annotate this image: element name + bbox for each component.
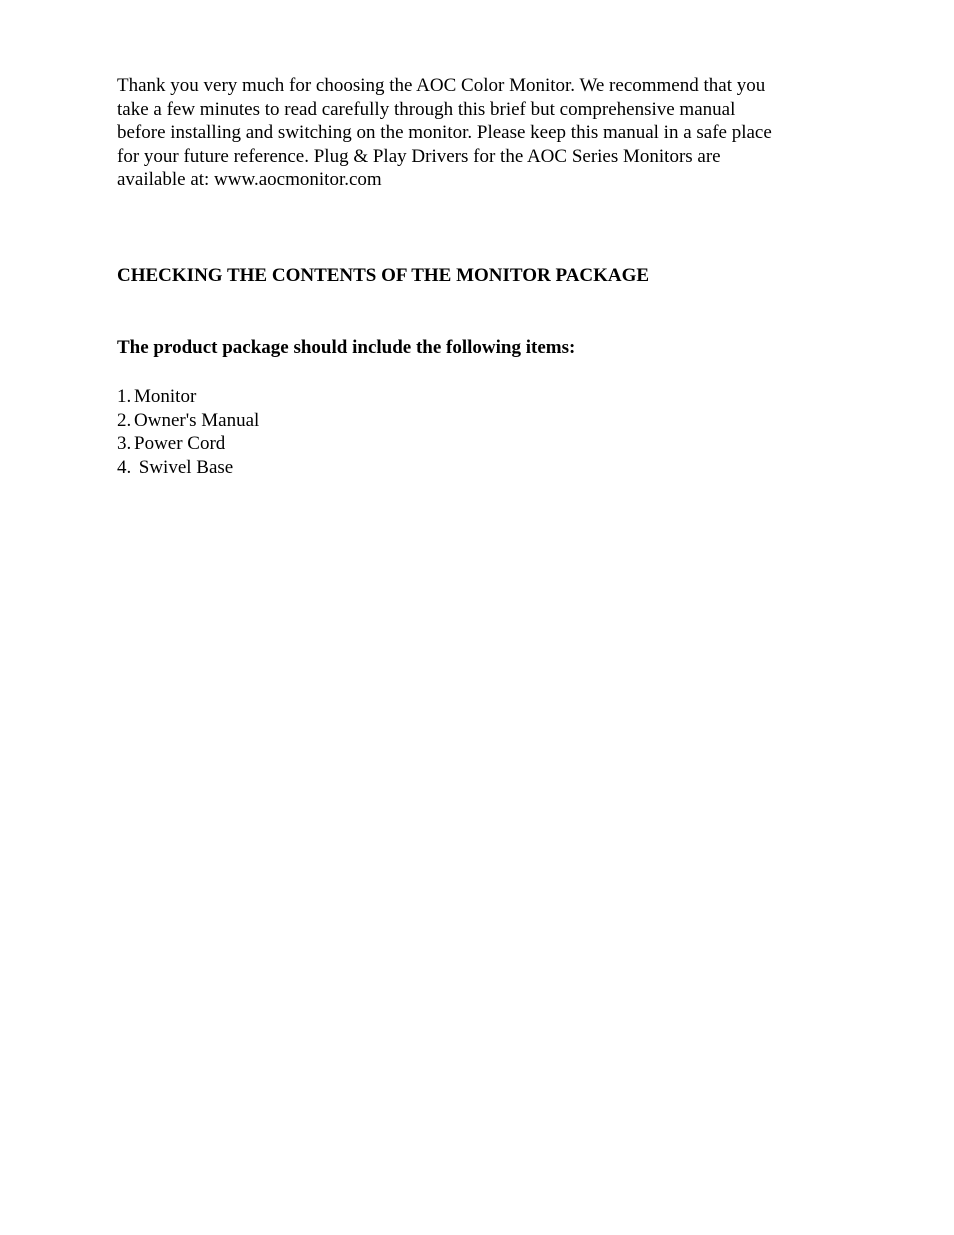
item-number: 2.: [117, 409, 132, 431]
intro-paragraph: [117, 74, 847, 192]
package-items-list: [117, 385, 259, 479]
list-item: [117, 385, 259, 409]
item-number: 3.: [117, 433, 132, 455]
list-item: [117, 409, 259, 433]
intro-line: take a few minutes to read carefully through this brief but comprehensive manual: [117, 98, 736, 120]
item-label: Owner's Manual: [134, 409, 260, 431]
package-subheading: The product package should include the following items:: [117, 337, 576, 358]
intro-line: for your future reference. Plug & Play Drivers for the AOC Series Monitors are: [117, 145, 721, 167]
list-item: [117, 456, 259, 480]
item-label: Swivel Base: [134, 456, 234, 478]
intro-line: before installing and switching on the monitor. Please keep this manual in a safe place: [117, 122, 772, 144]
intro-line: Thank you very much for choosing the AOC Color Monitor. We recommend that you: [117, 75, 766, 96]
item-label: Monitor: [134, 386, 197, 407]
list-item: [117, 432, 259, 456]
manual-page: [117, 74, 847, 478]
item-number: 1.: [117, 386, 132, 407]
intro-line: available at: www.aocmonitor.com: [117, 169, 382, 191]
section-heading: CHECKING THE CONTENTS OF THE MONITOR PACKAGE: [117, 265, 650, 286]
item-number: 4.: [117, 456, 132, 478]
item-label: Power Cord: [134, 433, 226, 455]
